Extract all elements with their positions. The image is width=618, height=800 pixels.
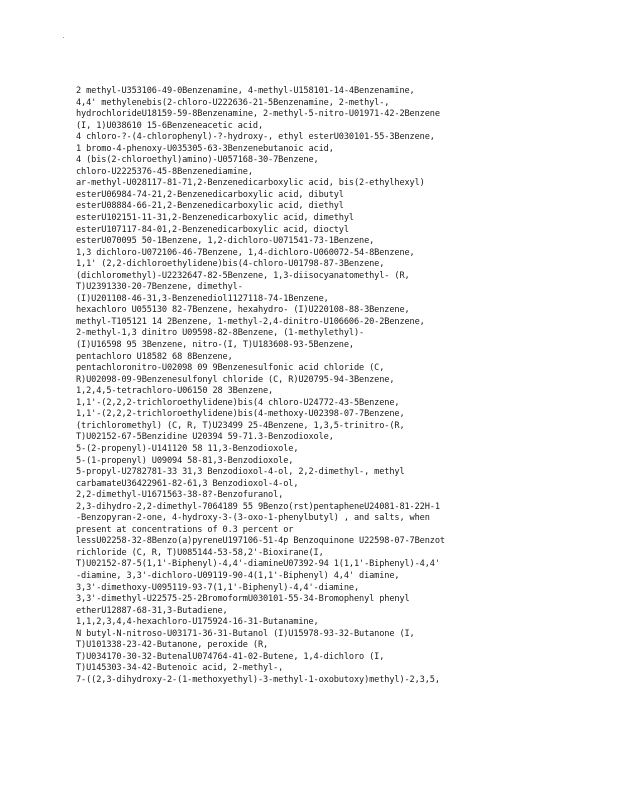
text-line: 7-((2,3-dihydroxy-2-(1-methoxyethyl)-3-methyl-1-oxobutoxy)methyl)-2,3,5, bbox=[76, 674, 440, 685]
text-line: esterU06984-74-21,2-Benzenedicarboxylic acid, dibutyl bbox=[76, 189, 344, 200]
text-line: 1,2,4,5-tetrachloro-U06150 28 3Benzene, bbox=[76, 386, 274, 397]
text-line: -Benzopyran-2-one, 4-hydroxy-3-(3-oxo-1-phenylbutyl) , and salts, when bbox=[76, 513, 430, 524]
text-line: (trichloromethyl) (C, R, T)U23499 25-4Benzene, 1,3,5-trinitro-(R, bbox=[76, 420, 405, 431]
text-line: 2,3-dihydro-2,2-dimethyl-7064189 55 9Benzo(rst)pentapheneU24081-81-22H-1 bbox=[76, 501, 440, 512]
text-line: hexachloro U055130 82-7Benzene, hexahydro- (I)U220108-88-3Benzene, bbox=[76, 305, 410, 316]
text-line: T)U034170-30-32-ButenalU074764-41-02-Butene, 1,4-dichloro (I, bbox=[76, 651, 385, 662]
text-line: 1,1' (2,2-dichloroethylidene)bis(4-chloro-U01798-87-3Benzene, bbox=[76, 259, 385, 270]
text-line: 4 (bis(2-chloroethyl)amino)-U057168-30-7Benzene, bbox=[76, 155, 319, 166]
chemical-list-text bbox=[76, 86, 606, 686]
text-line: 2,2-dimethyl-U1671563-38-8?-Benzofuranol, bbox=[76, 490, 284, 501]
text-line: T)U101338-23-42-Butanone, peroxide (R, bbox=[76, 640, 269, 651]
text-line: 2-methyl-1,3 dinitro U09598-82-8Benzene, (1-methylethyl)- bbox=[76, 328, 365, 339]
text-line: T)U2391330-20-7Benzene, dimethyl- bbox=[76, 282, 243, 293]
text-line: 1,3 dichloro-U072106-46-7Benzene, 1,4-dichloro-U060072-54-8Benzene, bbox=[76, 247, 415, 258]
text-line: methyl-T105121 14 2Benzene, 1-methyl-2,4-dinitro-U106606-20-2Benzene, bbox=[76, 316, 425, 327]
text-line: T)U02152-87-5(1,1'-Biphenyl)-4,4'-diamineU07392-94 1(1,1'-Biphenyl)-4,4' bbox=[76, 559, 440, 570]
text-line: pentachloronitro-U02098 09 9Benzenesulfonic acid chloride (C, bbox=[76, 363, 385, 374]
text-line: etherU12887-68-31,3-Butadiene, bbox=[76, 605, 228, 616]
text-line: 5-propyl-U2782781-33 31,3 Benzodioxol-4-ol, 2,2-dimethyl-, methyl bbox=[76, 467, 405, 478]
text-line: 4,4' methylenebis(2-chloro-U222636-21-5Benzenamine, 2-methyl-, bbox=[76, 97, 390, 108]
text-line: present at concentrations of 0.3 percent or bbox=[76, 524, 294, 535]
text-line: pentachloro U18582 68 8Benzene, bbox=[76, 351, 233, 362]
text-line: (I)U16598 95 3Benzene, nitro-(I, T)U183608-93-5Benzene, bbox=[76, 340, 354, 351]
text-line: (I, 1)U038610 15-6Benzeneacetic acid, bbox=[76, 120, 263, 131]
text-line: 5-(2-propenyl)-U141120 58 11,3-Benzodioxole, bbox=[76, 443, 299, 454]
text-line: chloro-U2225376-45-8Benzenediamine, bbox=[76, 166, 253, 177]
text-line: 1,1,2,3,4,4-hexachloro-U175924-16-31-Butanamine, bbox=[76, 617, 319, 628]
text-line: 1 bromo-4-phenoxy-U035305-63-3Benzenebutanoic acid, bbox=[76, 143, 334, 154]
text-line: 4 chloro-?-(4-chlorophenyl)-?-hydroxy-, ethyl esterU030101-55-3Benzene, bbox=[76, 132, 435, 143]
text-line: lessU02258-32-8Benzo(a)pyreneU197106-51-4p Benzoquinone U22598-07-7Benzot bbox=[76, 536, 445, 547]
text-line: (I)U201108-46-31,3-Benzenediol1127118-74-1Benzene, bbox=[76, 293, 329, 304]
text-line: 5-(1-propenyl) U09094 58-81,3-Benzodioxole, bbox=[76, 455, 294, 466]
text-line: esterU070095 50-1Benzene, 1,2-dichloro-U071541-73-1Benzene, bbox=[76, 236, 375, 247]
text-line: T)U145303-34-42-Butenoic acid, 2-methyl-, bbox=[76, 663, 284, 674]
text-line: (dichloromethyl)-U2232647-82-5Benzene, 1,3-diisocyanatomethyl- (R, bbox=[76, 270, 410, 281]
text-line: esterU08884-66-21,2-Benzenedicarboxylic acid, diethyl bbox=[76, 201, 344, 212]
text-line: ar-methyl-U028117-81-71,2-Benzenedicarboxylic acid, bis(2-ethylhexyl) bbox=[76, 178, 425, 189]
text-line: carbamateU36422961-82-61,3 Benzodioxol-4-ol, bbox=[76, 478, 299, 489]
text-line: richloride (C, R, T)U085144-53-58,2'-Bioxirane(I, bbox=[76, 547, 324, 558]
text-line: esterU107117-84-01,2-Benzenedicarboxylic acid, dioctyl bbox=[76, 224, 349, 235]
text-line: 3,3'-dimethoxy-U095119-93-7(1,1'-Biphenyl)-4,4'-diamine, bbox=[76, 582, 360, 593]
text-line: 2 methyl-U353106-49-0Benzenamine, 4-methyl-U158101-14-4Benzenamine, bbox=[76, 86, 415, 96]
text-line: -diamine, 3,3'-dichloro-U09119-90-4(1,1'-Biphenyl) 4,4' diamine, bbox=[76, 570, 400, 581]
text-line: N butyl-N-nitroso-U03171-36-31-Butanol (I)U15978-93-32-Butanone (I, bbox=[76, 628, 415, 639]
text-line: esterU102151-11-31,2-Benzenedicarboxylic acid, dimethyl bbox=[76, 213, 354, 224]
scan-speck bbox=[63, 37, 64, 38]
text-line: hydrochlorideU18159-59-8Benzenamine, 2-methyl-5-nitro-U01971-42-2Benzene bbox=[76, 109, 440, 120]
text-line: 1,1'-(2,2,2-trichloroethylidene)bis(4-methoxy-U02398-07-7Benzene, bbox=[76, 409, 405, 420]
text-line: T)U02152-67-5Benzidine U20394 59-71.3-Benzodioxole, bbox=[76, 432, 334, 443]
text-line: 1,1'-(2,2,2-trichloroethylidene)bis(4 chloro-U24772-43-5Benzene, bbox=[76, 397, 400, 408]
text-line: R)U02098-09-9Benzenesulfonyl chloride (C, R)U20795-94-3Benzene, bbox=[76, 374, 395, 385]
text-line: 3,3'-dimethyl-U22575-25-2BromoformU030101-55-34-Bromophenyl phenyl bbox=[76, 594, 410, 605]
